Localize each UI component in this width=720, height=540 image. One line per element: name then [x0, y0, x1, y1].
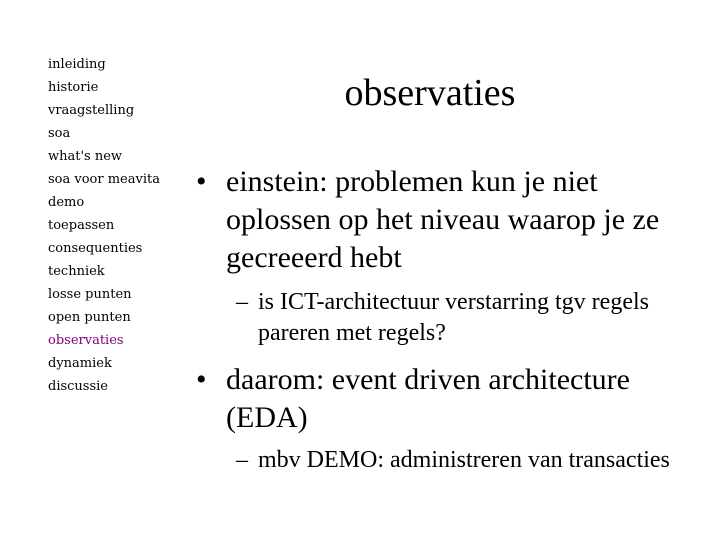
sub-point-mbv-demo [236, 445, 696, 476]
nav-item-soa[interactable]: soa [48, 126, 71, 141]
nav-item-open-punten[interactable]: open punten [48, 310, 131, 325]
slide-navigation [48, 53, 198, 398]
nav-item-soa-voor-meavita[interactable]: soa voor meavita [48, 172, 160, 187]
nav-item-losse-punten[interactable]: losse punten [48, 287, 132, 302]
nav-item-whats-new[interactable]: what's new [48, 149, 123, 164]
nav-item-inleiding[interactable]: inleiding [48, 57, 106, 72]
bullet-marker: • [196, 363, 207, 396]
nav-item-observaties[interactable]: observaties [48, 333, 124, 348]
nav-item-techniek[interactable]: techniek [48, 264, 105, 279]
bullet-point-einstein [196, 163, 696, 277]
slide-title: observaties [344, 72, 516, 114]
bullet-point-daarom [196, 361, 696, 437]
nav-item-dynamiek[interactable]: dynamiek [48, 356, 112, 371]
nav-item-demo[interactable]: demo [48, 195, 85, 210]
dash-marker: – [236, 289, 248, 315]
bullet-text: einstein: problemen kun je niet oplossen op het niveau waarop je ze gecreeerd hebt [226, 165, 660, 274]
nav-item-toepassen[interactable]: toepassen [48, 218, 115, 233]
sub-point-text: mbv DEMO: administreren van transacties [258, 447, 670, 473]
nav-item-consequenties[interactable]: consequenties [48, 241, 143, 256]
bullet-marker: • [196, 165, 207, 198]
nav-item-historie[interactable]: historie [48, 80, 99, 95]
bullet-text: daarom: event driven architecture (EDA) [226, 363, 630, 434]
dash-marker: – [236, 447, 248, 473]
nav-item-vraagstelling[interactable]: vraagstelling [48, 103, 135, 118]
nav-item-discussie[interactable]: discussie [48, 379, 108, 394]
sub-point-text: is ICT-architectuur verstarring tgv regels pareren met regels? [258, 289, 649, 346]
sub-point-ict-architectuur [236, 287, 696, 349]
